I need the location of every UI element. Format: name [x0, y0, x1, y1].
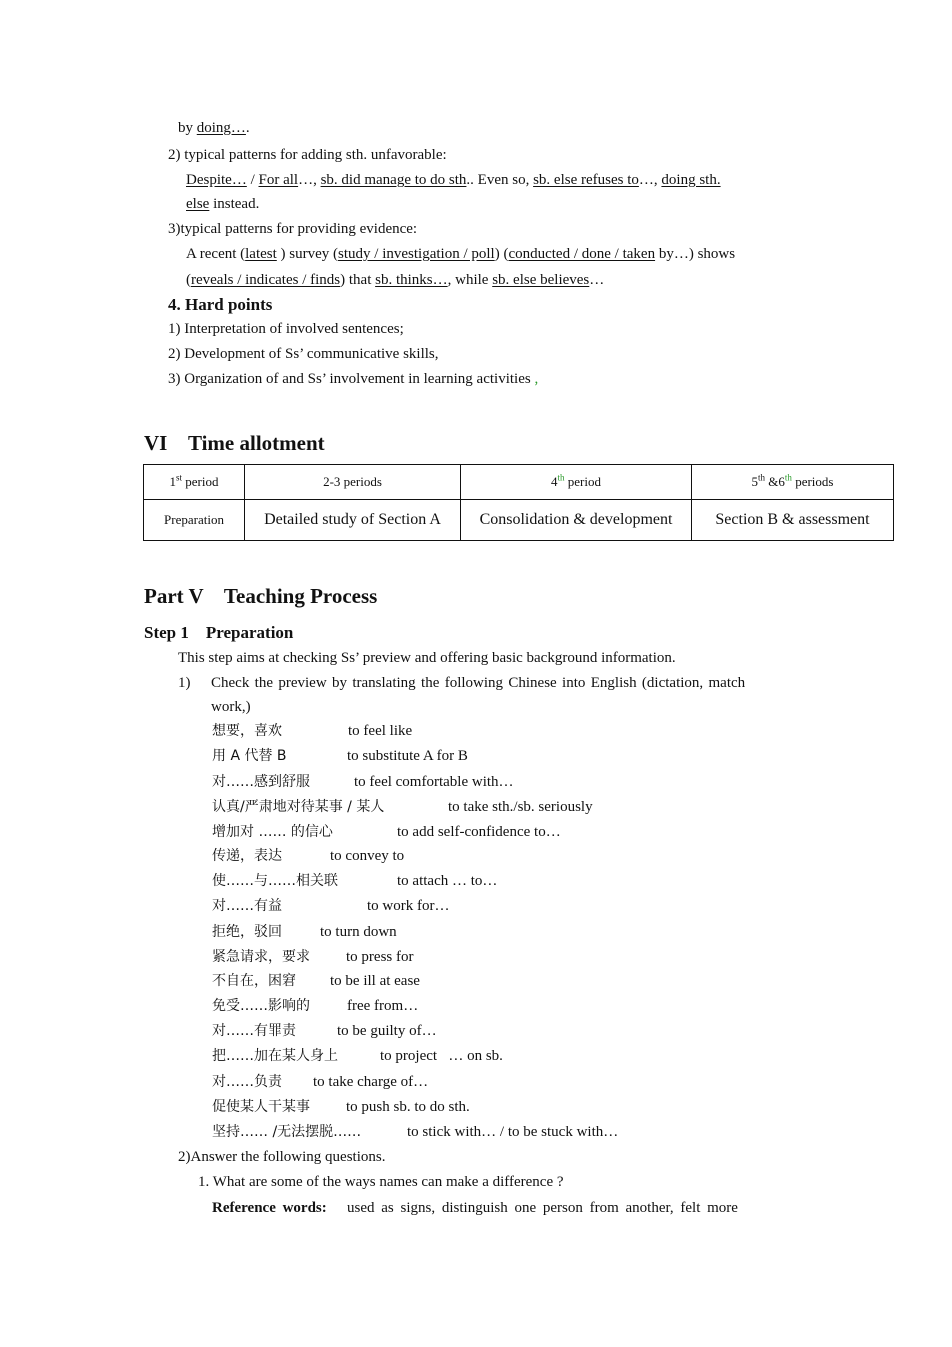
vocab-en: to convey to [330, 848, 405, 864]
vocab-item [212, 1047, 503, 1065]
vocab-en: to attach … to… [397, 873, 498, 889]
reference-text: used as signs, distinguish one person from another, felt more [347, 1200, 738, 1216]
vocab-item [212, 972, 420, 990]
vocab-item [212, 872, 498, 890]
vocab-cn: 认真/严肃地对待某事 / 某人 [212, 799, 385, 815]
step-1-intro: This step aims at checking Ss’ preview and offering basic background information. [178, 650, 676, 666]
vocab-en: to stick with… / to be stuck with… [407, 1124, 619, 1140]
table-header-row [144, 465, 894, 500]
vocab-en: to turn down [320, 924, 397, 940]
header-cell: 4th period [461, 465, 692, 500]
vocab-item [212, 1073, 429, 1091]
pattern-3-line-2: (reveals / indicates / finds) that sb. thinks…, while sb. else believes… [186, 272, 605, 288]
vocab-cn: 坚持…… /无法摆脱…… [212, 1124, 362, 1140]
header-cell: 2-3 periods [245, 465, 461, 500]
vocab-en: to take sth./sb. seriously [448, 799, 593, 815]
vocab-cn: 增加对 …… 的信心 [212, 824, 333, 840]
vocab-item [212, 823, 561, 841]
item-2: 2)Answer the following questions. [178, 1149, 386, 1165]
vocab-en: to substitute A for B [347, 748, 468, 764]
vocab-cn: 紧急请求，要求 [212, 949, 310, 965]
vocab-cn: 对……有罪责 [212, 1023, 296, 1039]
vocab-cn: 使……与……相关联 [212, 873, 338, 889]
vocab-en: to feel comfortable with… [354, 774, 514, 790]
step-1-heading: Step 1 Preparation [144, 623, 294, 642]
vocab-en: to take charge of… [313, 1074, 429, 1090]
line-by-doing: by doing…. [178, 120, 250, 136]
table-cell: Consolidation & development [461, 500, 692, 541]
header-cell: 1st period [144, 465, 245, 500]
green-comma: , [530, 371, 539, 387]
vocab-en: to add self-confidence to… [397, 824, 561, 840]
vocab-item [212, 773, 514, 791]
pattern-3-line-1: A recent (latest ) survey (study / investigation / poll) (conducted / done / taken by…) shows [186, 246, 736, 262]
vocab-en: to be guilty of… [337, 1023, 437, 1039]
vocab-en: to project … on sb. [380, 1048, 503, 1064]
table-cell: Detailed study of Section A [245, 500, 461, 541]
part-v-heading: Part V Teaching Process [144, 584, 378, 608]
vocab-item [212, 798, 593, 816]
time-allotment-table [143, 464, 894, 541]
pattern-2-line-2: else instead. [186, 196, 260, 212]
question-1: 1. What are some of the ways names can make a difference ? [198, 1174, 564, 1190]
vocab-cn: 传递，表达 [212, 848, 282, 864]
vocab-cn: 促使某人干某事 [212, 1099, 310, 1115]
vocab-item [212, 1022, 437, 1040]
vocab-cn: 对……负责 [212, 1074, 282, 1090]
vocab-en: to be ill at ease [330, 973, 420, 989]
hard-point-item: 2) Development of Ss’ communicative skills, [168, 346, 439, 362]
vocab-en: to feel like [348, 723, 413, 739]
vocab-item [212, 1098, 470, 1116]
item-1-text: Check the preview by translating the following Chinese into English (dictation, match [211, 675, 746, 691]
vocab-cn: 对……有益 [212, 898, 282, 914]
vocab-item [212, 923, 397, 941]
vocab-item [212, 948, 414, 966]
pattern-2-title: 2) typical patterns for adding sth. unfavorable: [168, 147, 447, 163]
vocab-cn: 免受……影响的 [212, 998, 310, 1014]
vocab-en: free from… [347, 998, 419, 1014]
vocab-cn: 用 A 代替 B [212, 748, 287, 764]
table-cell: Preparation [144, 500, 245, 541]
vocab-en: to press for [346, 949, 414, 965]
vocab-item [212, 847, 405, 865]
vocab-cn: 把……加在某人身上 [212, 1048, 338, 1064]
vocab-item [212, 1123, 619, 1141]
reference-words [212, 1199, 738, 1217]
vocab-cn: 对……感到舒服 [212, 774, 310, 790]
header-cell: 5th &6th periods [692, 465, 894, 500]
vocab-item [212, 897, 450, 915]
hard-points-heading: 4. Hard points [168, 295, 273, 314]
vocab-item [212, 997, 419, 1015]
hard-point-item: 1) Interpretation of involved sentences; [168, 321, 404, 337]
vocab-item [212, 722, 413, 740]
reference-label: Reference words: [212, 1200, 327, 1216]
time-allotment-heading: VI Time allotment [144, 431, 325, 455]
pattern-3-title: 3)typical patterns for providing evidence: [168, 221, 418, 237]
vocab-item [212, 747, 468, 765]
item-1-number: 1) [178, 675, 191, 691]
item-1-continuation: work,) [211, 699, 251, 715]
hard-point-item: 3) Organization of and Ss’ involvement in learning activities , [168, 371, 539, 387]
table-cell: Section B & assessment [692, 500, 894, 541]
vocab-cn: 拒绝，驳回 [212, 924, 282, 940]
pattern-2-line-1: Despite… / For all…, sb. did manage to do sth.. Even so, sb. else refuses to…, doing sth. [186, 172, 721, 188]
vocab-en: to work for… [367, 898, 450, 914]
table-row [144, 500, 894, 541]
vocab-cn: 想要，喜欢 [212, 723, 282, 739]
vocab-en: to push sb. to do sth. [346, 1099, 470, 1115]
vocab-cn: 不自在，困窘 [212, 973, 296, 989]
